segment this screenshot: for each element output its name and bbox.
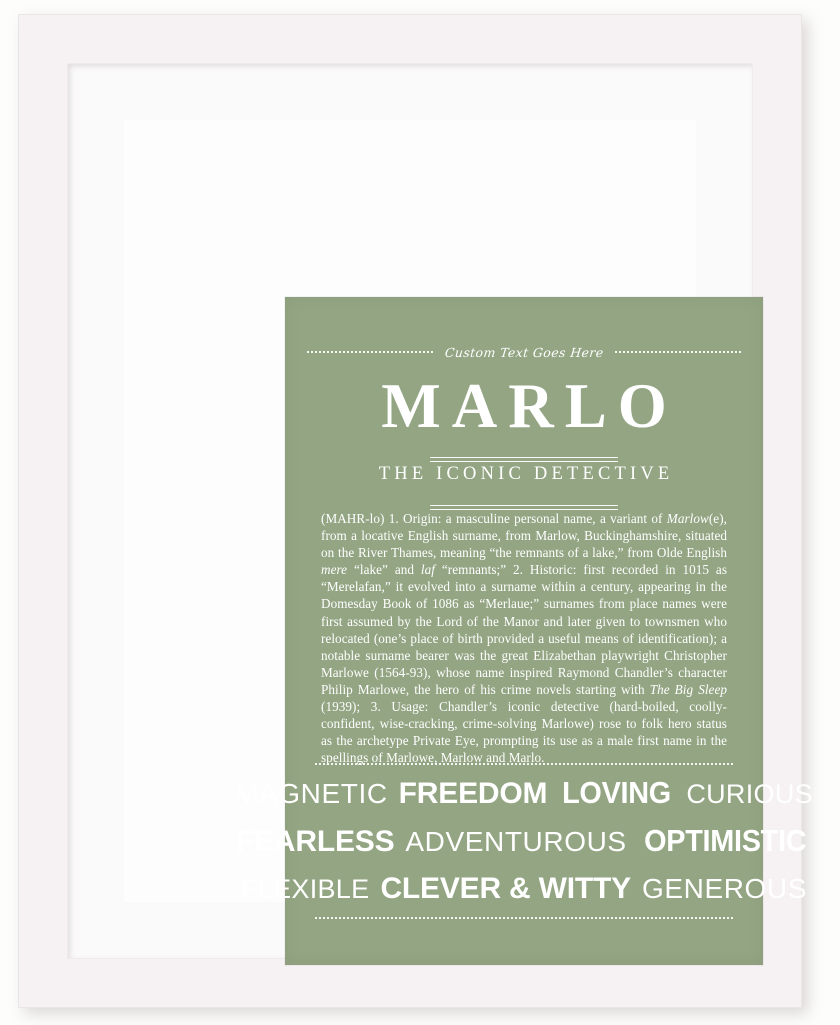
definition-text: (MAHR-lo) 1. Origin: a masculine personal name, a variant of Marlow(e), from a locative English surname, from Marlow, Buckinghamshire, situated on the River Thames, meaning “the remnants of a lake,” from Olde English mere “lake” and laf “remnants;” 2. Historic: first recorded in 1015 as “Merelafan,” it evolved into a surname within a century, appearing in the Domesday Book of 1086 as “Merlaue;” surnames from place names were first assumed by the Lord of the Manor and later given to townsmen who relocated (one’s place of birth provided a useful means of identification); a notable surname bearer was the great Elizabethan playwright Christopher Marlowe (1564-93), whose name inspired Raymond Chandler’s character Philip Marlowe, the hero of his crime novels starting with The Big Sleep (1939); 3. Usage: Chandler’s iconic detective (hard-boiled, coolly-confident, wise-cracking, crime-solving Marlowe) rose to folk hero status as the archetype Private Eye, prompting its use as a male first name in the spellings of Marlowe, Marlow and Marlo.	[321, 511, 728, 766]
double-rule	[430, 457, 618, 462]
picture-frame	[18, 14, 813, 1008]
frame-bevel	[67, 63, 813, 959]
trait-word: MAGNETIC	[235, 778, 388, 809]
trait-list	[235, 769, 813, 913]
trait-word: OPTIMISTIC	[643, 823, 806, 858]
trait-line	[235, 817, 806, 865]
page-title: MARLO	[381, 371, 678, 441]
custom-text: Custom Text Goes Here	[443, 345, 605, 360]
subtitle: THE ICONIC DETECTIVE	[378, 464, 674, 484]
trait-word: ADVENTUROUS	[405, 826, 627, 857]
art-print	[235, 297, 813, 965]
trait-word: CURIOUS	[686, 779, 813, 809]
trait-line	[240, 865, 808, 913]
trait-line	[235, 769, 813, 817]
trait-word: CLEVER & WITTY	[380, 872, 631, 905]
trait-word: GENEROUS	[641, 873, 808, 904]
trait-word: LOVING	[562, 775, 672, 810]
dotted-rule-traits-top	[315, 763, 733, 765]
dotted-rule-right	[615, 351, 741, 354]
frame-mat	[124, 120, 813, 905]
custom-text-row	[285, 345, 763, 360]
trait-word: FEARLESS	[235, 825, 395, 858]
dotted-rule-left	[307, 351, 433, 354]
trait-word: FLEXIBLE	[240, 874, 370, 904]
trait-word: FREEDOM	[398, 777, 548, 810]
dotted-rule-traits-bottom	[315, 917, 733, 919]
